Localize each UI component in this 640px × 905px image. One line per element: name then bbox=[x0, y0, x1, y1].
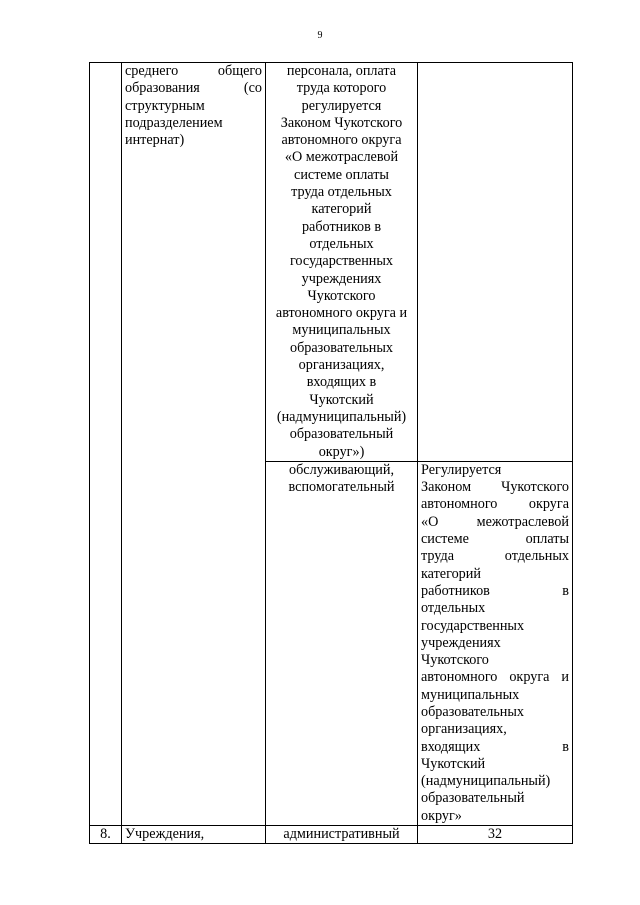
text-line: вспомогательный bbox=[288, 479, 395, 496]
text-line: автономного округа bbox=[281, 132, 402, 149]
text-line: Законом Чукотского bbox=[421, 479, 569, 496]
text-line: организациях, bbox=[298, 357, 385, 374]
text-line: муниципальных bbox=[421, 686, 520, 703]
text-line: округ») bbox=[318, 443, 365, 460]
text-line: Законом Чукотского bbox=[280, 114, 403, 131]
staff-category-cell bbox=[266, 461, 418, 825]
text-line: отдельных bbox=[309, 235, 374, 252]
text-line: Чукотский bbox=[309, 391, 374, 408]
text-line: учреждениях bbox=[421, 634, 501, 651]
text-line: категорий bbox=[311, 201, 372, 218]
text-line: подразделением bbox=[125, 114, 223, 131]
text-line: категорий bbox=[421, 565, 481, 582]
text-line: образовательных bbox=[289, 339, 394, 356]
text-line: государственных bbox=[421, 617, 525, 634]
text-line: образовательный bbox=[421, 790, 525, 807]
text-line: округ» bbox=[421, 807, 462, 824]
text-line: (надмуниципальный) bbox=[421, 773, 551, 790]
text-line: муниципальных bbox=[292, 322, 391, 339]
value-cell: 32 bbox=[418, 826, 573, 844]
staff-category-text bbox=[269, 462, 414, 497]
text-line: государственных bbox=[289, 253, 394, 270]
text-line: «О межотраслевой bbox=[421, 513, 569, 530]
staff-category-text bbox=[269, 63, 414, 461]
text-line: структурным bbox=[125, 97, 205, 114]
text-line: «О межотраслевой bbox=[284, 149, 399, 166]
row-number-cell: 8. bbox=[90, 826, 122, 844]
text-line: системе оплаты bbox=[294, 166, 389, 183]
staff-category-cell bbox=[266, 63, 418, 462]
text-line: регулируется bbox=[301, 97, 382, 114]
text-line: автономного округа bbox=[421, 496, 569, 513]
text-line: Регулируется bbox=[421, 461, 502, 478]
text-line: Чукотский bbox=[421, 755, 486, 772]
text-line: (надмуниципальный) bbox=[276, 408, 407, 425]
table-row bbox=[90, 826, 573, 844]
text-line: среднего общего bbox=[125, 63, 262, 79]
row-number-cell bbox=[90, 63, 122, 826]
text-line: работников в bbox=[421, 582, 569, 599]
text-line: Чукотского bbox=[307, 287, 376, 304]
table-row bbox=[90, 63, 573, 462]
payment-regulation-cell bbox=[418, 461, 573, 825]
institution-cell: Учреждения, bbox=[122, 826, 266, 844]
text-line: работников в bbox=[301, 218, 382, 235]
text-line: труда отдельных bbox=[421, 548, 569, 565]
text-line: труда отдельных bbox=[291, 184, 392, 201]
payment-regulation-cell bbox=[418, 63, 573, 462]
text-line: системе оплаты bbox=[421, 531, 569, 548]
text-line: автономного округа и bbox=[275, 305, 408, 322]
institution-cell bbox=[122, 63, 266, 826]
text-line: интернат) bbox=[125, 132, 185, 149]
document-table bbox=[89, 62, 573, 844]
staff-category-cell: административный bbox=[266, 826, 418, 844]
text-line: организациях, bbox=[421, 721, 507, 738]
text-line: образовательный bbox=[289, 426, 394, 443]
text-line: образования (со bbox=[125, 80, 262, 97]
text-line: учреждениях bbox=[301, 270, 382, 287]
payment-regulation-text bbox=[421, 462, 569, 825]
text-line: отдельных bbox=[421, 600, 486, 617]
text-line: труда которого bbox=[296, 80, 387, 97]
text-line: Чукотского bbox=[421, 652, 489, 669]
text-line: входящих в bbox=[421, 738, 569, 755]
text-line: обслуживающий, bbox=[288, 461, 395, 478]
text-line: автономного округа и bbox=[421, 669, 569, 686]
page-number: 9 bbox=[317, 30, 323, 41]
institution-text bbox=[125, 63, 262, 149]
text-line: персонала, оплата bbox=[286, 63, 397, 79]
text-line: образовательных bbox=[421, 703, 525, 720]
text-line: входящих в bbox=[306, 374, 377, 391]
